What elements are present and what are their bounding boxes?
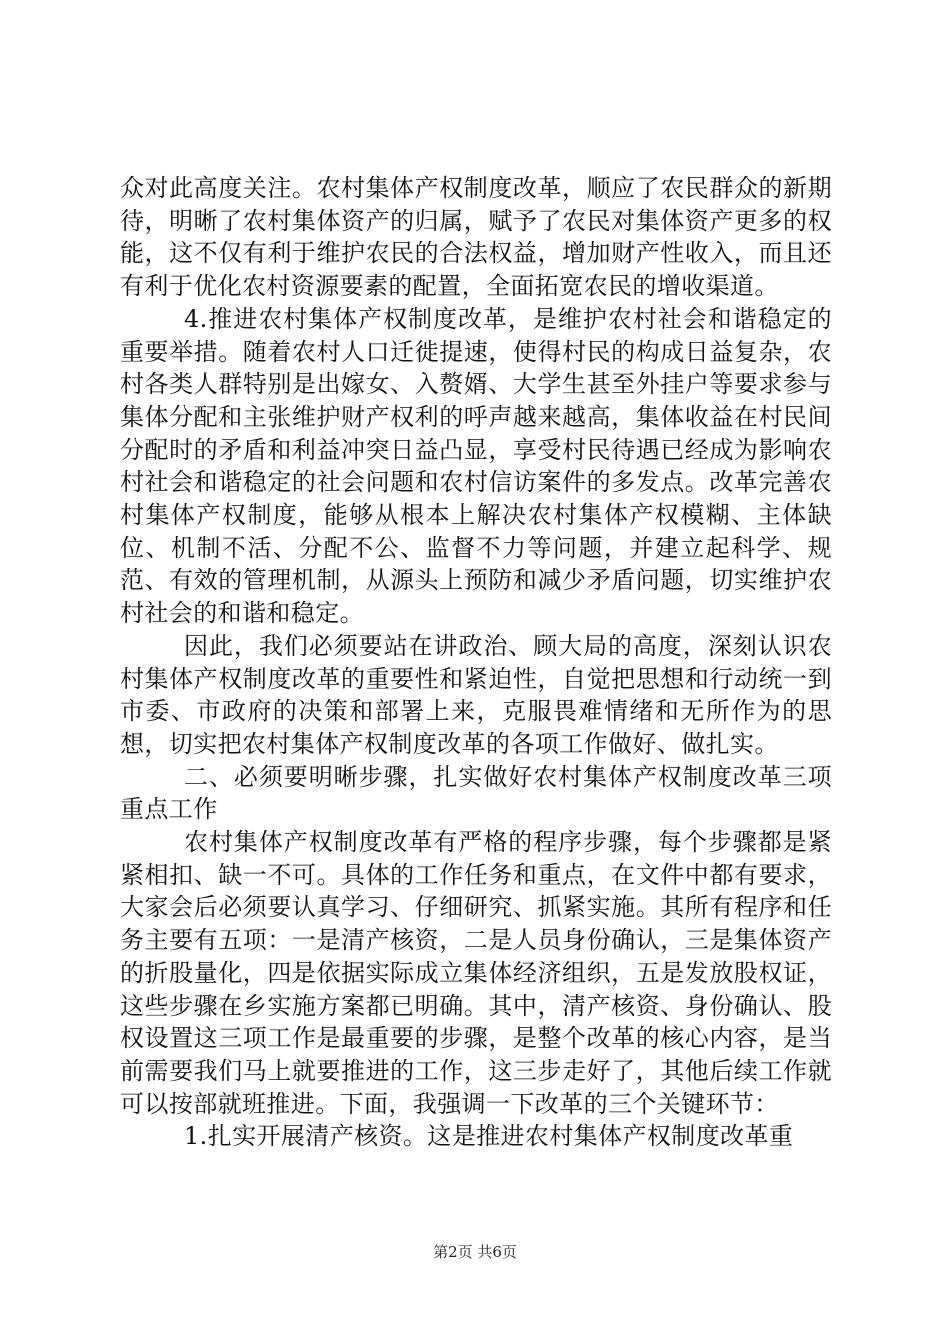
section-heading: 二、必须要明晰步骤，扎实做好农村集体产权制度改革三项重点工作: [120, 762, 832, 824]
body-paragraph: 农村集体产权制度改革有严格的程序步骤，每个步骤都是紧紧相扣、缺一不可。具体的工作任务和重点，在文件中都有要求，大家会后必须要认真学习、仔细研究、抓紧实施。其所有程序和任务主要有五项：一是清产核资，二是人员身份确认，三是集体资产的折股量化，四是依据实际成立集体经济组织，五是发放股权证，这些步骤在乡实施方案都已明确。其中，清产核资、身份确认、股权设置这三项工作是最重要的步骤，是整个改革的核心内容，是当前需要我们马上就要推进的工作，这三步走好了，其他后续工作就可以按部就班推进。下面，我强调一下改革的三个关键环节：: [120, 828, 832, 1118]
page-footer: 第2页 共6页: [433, 1243, 517, 1261]
body-paragraph: 1.扎实开展清产核资。这是推进农村集体产权制度改革重: [184, 1122, 794, 1151]
body-paragraph: 因此，我们必须要站在讲政治、顾大局的高度，深刻认识农村集体产权制度改革的重要性和紧迫性，自觉把思想和行动统一到市委、市政府的决策和部署上来，克服畏难情绪和无所作为的思想，切实把农村集体产权制度改革的各项工作做好、做扎实。: [120, 631, 832, 758]
body-paragraph: 4.推进农村集体产权制度改革，是维护农村社会和谐稳定的重要举措。随着农村人口迁徙提速，使得村民的构成日益复杂，农村各类人群特别是出嫁女、入赘婿、大学生甚至外挂户等要求参与集体分配和主张维护财产权利的呼声越来越高，集体收益在村民间分配时的矛盾和利益冲突日益凸显，享受村民待遇已经成为影响农村社会和谐稳定的社会问题和农村信访案件的多发点。改革完善农村集体产权制度，能够从根本上解决农村集体产权模糊、主体缺位、机制不活、分配不公、监督不力等问题，并建立起科学、规范、有效的管理机制，从源头上预防和减少矛盾问题，切实维护农村社会的和谐和稳定。: [120, 304, 832, 628]
document-body: [120, 172, 832, 1153]
body-paragraph: 众对此高度关注。农村集体产权制度改革，顺应了农民群众的新期待，明晰了农村集体资产的归属，赋予了农民对集体资产更多的权能，这不仅有利于维护农民的合法权益，增加财产性收入，而且还有利于优化农村资源要素的配置，全面拓宽农民的增收渠道。: [120, 174, 832, 301]
